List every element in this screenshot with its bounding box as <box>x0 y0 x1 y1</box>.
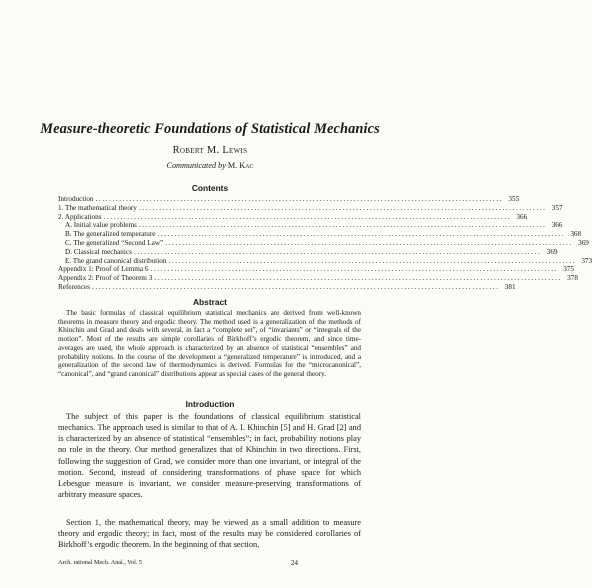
introduction-heading: Introduction <box>185 399 235 409</box>
toc-leader-dots: ........................................................................................................................ <box>168 256 577 265</box>
toc-entry-page: 368 <box>570 230 582 239</box>
toc-entry-page: 355 <box>508 195 520 203</box>
introduction-paragraph-2: Section 1, the mathematical theory, may be viewed as a small addition to measure theory and ergodic theory; in fact, most of the results may be considered corollaries of Birkhoff’s ergodic theorem. In the beginning of that section, <box>58 518 361 550</box>
toc-entry <box>58 238 589 248</box>
toc-entry <box>58 274 578 283</box>
toc-entry-label: D. Classical mechanics <box>65 247 132 256</box>
toc-entry-label: References <box>58 282 90 291</box>
toc-entry <box>58 221 563 230</box>
toc-entry-page: 375 <box>563 265 575 274</box>
contents-heading: Contents <box>191 183 229 193</box>
toc-leader-dots: ........................................................................................................................ <box>103 212 512 221</box>
author-name: Robert M. Lewis <box>172 145 248 156</box>
toc-entry <box>58 247 558 257</box>
toc-entry-page: 366 <box>551 221 563 230</box>
toc-entry <box>58 212 528 222</box>
toc-entry-label: E. The grand canonical distribution <box>65 256 167 265</box>
page-number: 24 <box>291 559 298 567</box>
toc-leader-dots: ........................................................................................................................ <box>133 247 542 256</box>
toc-leader-dots: ........................................................................................................................ <box>95 195 504 203</box>
table-of-contents <box>58 195 592 292</box>
toc-entry-label: 1. The mathematical theory <box>58 203 137 212</box>
toc-entry-label: B. The generalized temperature <box>65 230 156 239</box>
communicated-prefix: Communicated by <box>166 161 228 170</box>
toc-entry-page: 381 <box>504 282 516 291</box>
toc-entry-page: 378 <box>567 274 578 283</box>
toc-entry-page: 369 <box>546 247 558 256</box>
toc-entry-page: 369 <box>578 238 589 247</box>
abstract-text: The basic formulas of classical equilibrium statistical mechanics are derived from well-known theorems in measure theory and ergodic theory. The method used is a generalization of the methods of Khinchin and Grad and deals with several, in fact a “complete set”, of “invariants” or “integrals of the motion”. Most of the results are simple corollaries of Birkhoff’s ergodic theorem, and since time-averages are used, the whole approach is characterized by an absence of statistical “ensembles” and probability notions. In the course of the development a “generalized temperature” is introduced, and a generalization of the second law of thermodynamics is derived. Formulas for the “microcanonical”, “canonical”, and “grand canonical” distributions appear as special cases of the general theory. <box>58 309 361 378</box>
toc-entry-page: 366 <box>516 212 528 221</box>
toc-entry <box>58 230 582 239</box>
toc-entry-label: A. Initial value problems <box>65 221 137 230</box>
toc-leader-dots: ........................................................................................................................ <box>165 238 573 247</box>
introduction-paragraph-1: The subject of this paper is the foundations of classical equilibrium statistical mechanics. The approach used is similar to that of A. I. Khinchin [5] and H. Grad [2] and is characterized by an absence of statistical “ensembles”; in fact, probability notions play no role in the theory. Our method generalizes that of Khinchin in two directions. First, following the suggestion of Grad, we consider more than one invariant, or integral of the motion. Second, instead of considering transformations of phase space for which Lebesgue measure is invariant, we consider measure-preserving transformations of arbitrary measure spaces. <box>58 412 361 500</box>
paper-title: Measure-theoretic Foundations of Statistical Mechanics <box>40 121 380 137</box>
page-footer <box>58 559 361 567</box>
toc-entry-label: C. The generalized “Second Law” <box>65 238 164 247</box>
toc-entry <box>58 282 516 292</box>
toc-entry <box>58 256 592 266</box>
toc-leader-dots: ........................................................................................................................ <box>138 203 547 212</box>
abstract-heading: Abstract <box>193 297 227 307</box>
communicated-by <box>0 161 420 170</box>
toc-leader-dots: ........................................................................................................................ <box>138 221 547 230</box>
toc-entry-label: Appendix 1: Proof of Lemma 6 <box>58 265 149 274</box>
toc-leader-dots: ........................................................................................................................ <box>154 274 562 283</box>
toc-entry-label: Introduction <box>58 195 94 203</box>
communicator-name: M. Kac <box>227 161 254 170</box>
toc-leader-dots: ........................................................................................................................ <box>91 282 500 291</box>
toc-entry-label: Appendix 2: Proof of Theorem 3 <box>58 274 153 283</box>
journal-citation: Arch. rational Mech. Anal., Vol. 5 <box>58 559 142 566</box>
toc-entry <box>58 195 520 204</box>
toc-entry <box>58 203 563 213</box>
toc-entry-page: 357 <box>551 203 563 212</box>
toc-entry-page: 373 <box>581 256 592 265</box>
toc-leader-dots: ........................................................................................................................ <box>150 265 559 274</box>
toc-entry <box>58 265 575 274</box>
toc-leader-dots: ........................................................................................................................ <box>157 230 566 239</box>
toc-entry-label: 2. Applications <box>58 212 102 221</box>
